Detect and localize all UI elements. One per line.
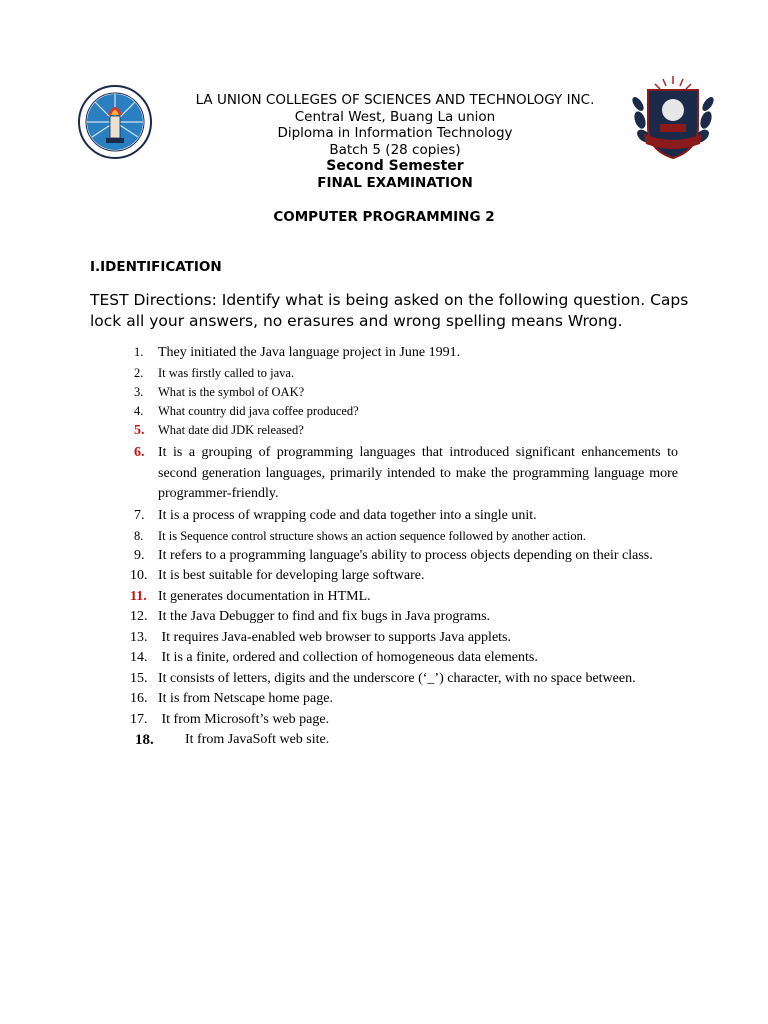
question-text: It is a finite, ordered and collection of homogeneous data elements.: [158, 650, 538, 665]
exam-header: [150, 92, 640, 192]
list-item: [130, 345, 678, 361]
question-text: It is Sequence control structure shows an action sequence followed by another action.: [158, 528, 586, 543]
question-number: 1.: [134, 345, 144, 359]
question-text: What is the symbol of OAK?: [158, 385, 305, 399]
question-text: It from Microsoft’s web page.: [158, 711, 330, 727]
question-text: It refers to a programming language's ability to process objects depending on their class.: [158, 547, 653, 563]
semester: Second Semester: [326, 158, 464, 174]
question-number: 15.: [130, 670, 148, 686]
question-number: 11.: [130, 588, 147, 604]
list-item: [130, 628, 678, 649]
question-number: 3.: [134, 385, 144, 399]
question-number: 9.: [134, 547, 145, 563]
list-item: [130, 689, 678, 710]
question-number: 12.: [130, 609, 148, 624]
subject-title: COMPUTER PROGRAMMING 2: [273, 209, 495, 225]
batch-info: Batch 5 (28 copies): [329, 141, 461, 158]
list-item: [130, 546, 678, 567]
question-text: It the Java Debugger to find and fix bugs in Java programs.: [158, 609, 491, 624]
test-directions: TEST Directions: Identify what is being asked on the following question. Caps lock all your answers, no erasures and wrong spelling means Wrong.: [90, 291, 689, 330]
question-number: 2.: [134, 366, 144, 380]
exam-type: FINAL EXAMINATION: [317, 175, 473, 191]
list-item: [130, 607, 678, 628]
list-item: [130, 669, 678, 690]
list-item: [130, 404, 678, 419]
question-text: What date did JDK released?: [158, 423, 304, 437]
question-number: 6.: [134, 445, 145, 460]
question-text: It requires Java-enabled web browser to supports Java applets.: [158, 629, 512, 645]
program-name: Diploma in Information Technology: [277, 125, 513, 141]
question-number: 14.: [130, 650, 148, 665]
list-item: [130, 730, 678, 751]
list-item: [130, 385, 678, 400]
question-number: 18.: [135, 732, 154, 748]
list-item: [130, 526, 678, 546]
question-text: They initiated the Java language project in June 1991.: [158, 345, 461, 360]
question-number: 5.: [134, 423, 145, 438]
question-number: 17.: [130, 711, 148, 727]
program-crest-logo: [630, 72, 716, 164]
question-number: 10.: [130, 568, 148, 583]
question-text: What country did java coffee produced?: [158, 404, 359, 418]
question-text: It generates documentation in HTML.: [158, 588, 371, 604]
list-item: [130, 648, 678, 669]
question-text: It is a process of wrapping code and data together into a single unit.: [158, 507, 537, 523]
list-item: [130, 366, 678, 381]
question-number: 8.: [134, 528, 144, 543]
list-item: [130, 566, 678, 587]
question-text: It is best suitable for developing large software.: [158, 568, 425, 583]
question-text: It is from Netscape home page.: [158, 691, 333, 706]
section-title: I.IDENTIFICATION: [90, 259, 222, 275]
question-list: [130, 345, 678, 751]
question-text: It consists of letters, digits and the underscore (‘_’) character, with no space between.: [158, 670, 636, 686]
question-number: 16.: [130, 691, 148, 706]
list-item: [130, 423, 678, 439]
school-address: Central West, Buang La union: [294, 108, 496, 125]
list-item: [130, 443, 678, 505]
question-text: It is a grouping of programming languages that introduced significant enhancements to second generation languages, primarily intended to make the programming language more programmer-friendly.: [158, 445, 678, 501]
question-text: It from JavaSoft web site.: [185, 732, 330, 747]
school-name: LA UNION COLLEGES OF SCIENCES AND TECHNOLOGY INC.: [195, 92, 595, 108]
question-text: It was firstly called to java.: [158, 366, 295, 380]
question-number: 13.: [130, 629, 148, 645]
list-item: [130, 587, 678, 608]
school-seal-logo: [78, 85, 152, 159]
question-number: 4.: [134, 404, 144, 418]
question-number: 7.: [134, 507, 145, 523]
list-item: [130, 506, 678, 526]
list-item: [130, 710, 678, 731]
